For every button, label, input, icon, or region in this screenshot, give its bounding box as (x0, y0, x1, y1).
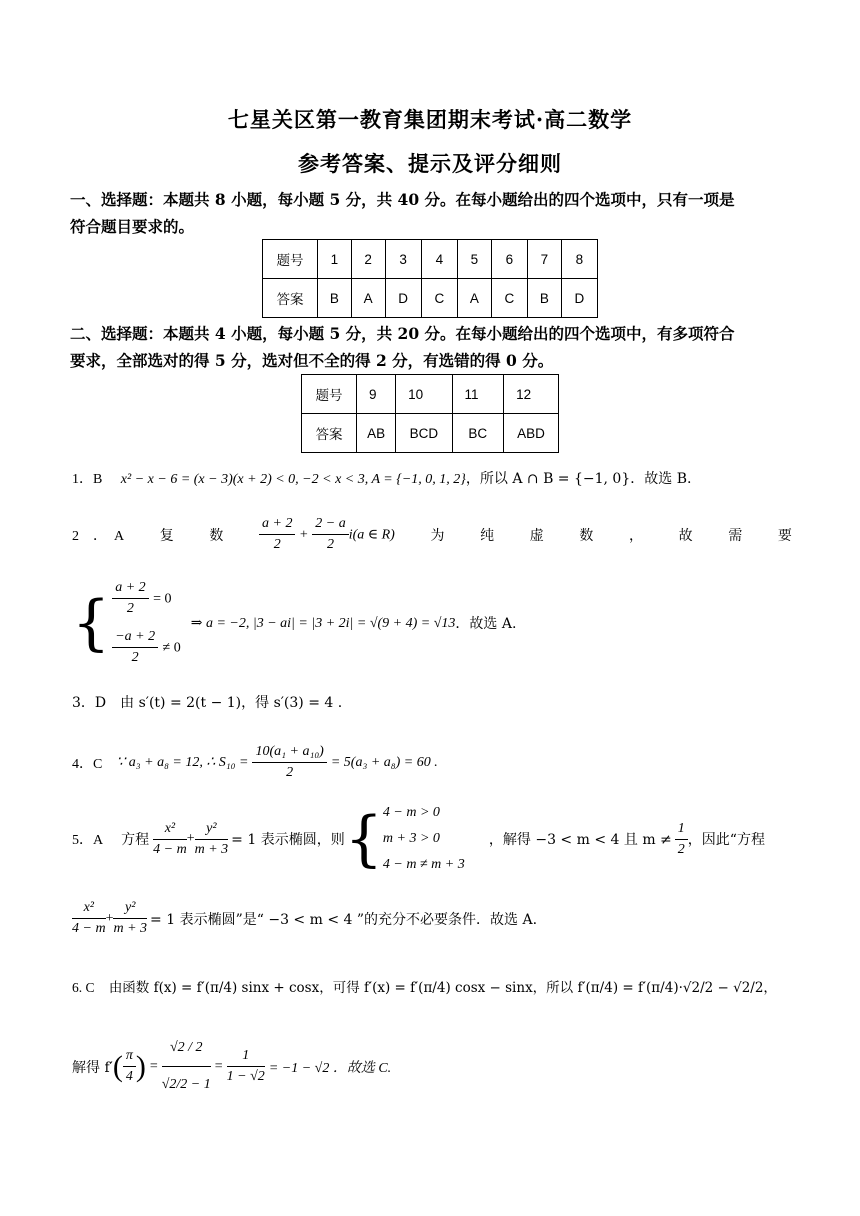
denominator: 4 − m (153, 841, 187, 857)
denominator: √2/2 − 1 (161, 1077, 211, 1092)
table-cell: BC (452, 414, 504, 453)
solution-5: 5．A 方程 $\frac{\text{x²}}{4 - m}$ + $\frac{\text{y²}}{m + 3}$ = 1 表示椭圆，则 { 4 − m > 0 m + 3 > 0 4 − m ≠ m + 3 ，解得 −3 < m < 4 且 m ≠ $\frac{1}{2}$ ，因此“方程 (72, 800, 765, 878)
solution-2-tail: i(a ∈ R) (348, 527, 395, 543)
solution-5-text: = 1 表示椭圆，则 (231, 832, 345, 848)
fraction (195, 819, 229, 860)
solution-1-conclusion: ，所以 A ∩ B = {−1, 0}．故选 B. (465, 471, 692, 487)
solution-1-math: x² − x − 6 = (x − 3)(x + 2) < 0, −2 < x < 3, A = {−1, 0, 1, 2} (120, 472, 466, 487)
table-cell: A (457, 279, 491, 318)
solution-label: 1．B (72, 472, 103, 487)
inequality-line: 4 − m ≠ m + 3 (382, 857, 465, 872)
numerator: x² (72, 898, 106, 919)
denominator: 4 − m (72, 921, 106, 936)
table-cell: ABD (504, 414, 559, 453)
solution-2-word: 数 (579, 527, 594, 544)
denominator: 4 (125, 1069, 133, 1084)
table-cell: 1 (318, 240, 352, 279)
solution-6-text: 解得 f′ (72, 1059, 113, 1076)
solution-2-result: ⇒ a = −2, |3 − ai| = |3 + 2i| = √(9 + 4) = √13 (190, 615, 456, 631)
page-subtitle: 参考答案、提示及评分细则 (298, 151, 562, 176)
numerator: y² (113, 898, 147, 919)
table-cell: 9 (357, 375, 396, 414)
table-cell: 12 (504, 375, 559, 414)
table-cell: 7 (527, 240, 561, 279)
section2-heading (70, 320, 800, 374)
solution-label: 6. C (72, 980, 95, 995)
solution-4-math: ∵ a₃ + a₈ = 12, ∴ S₁₀ = (116, 755, 249, 770)
table-cell: 6 (491, 240, 527, 279)
table-cell: 11 (452, 375, 504, 414)
numerator: 1 (227, 1046, 265, 1067)
solution-5-continued: $\frac{\text{x²}}{4 - m}$ + $\frac{\text{y²}}{m + 3}$ = 1 表示椭圆”是“ −3 < m < 4 ”的充分不必要条件．故选 A. (72, 898, 537, 939)
table-cell: D (385, 279, 421, 318)
table-cell: 2 (351, 240, 385, 279)
inequality-line: 4 − m > 0 (382, 805, 440, 820)
answer-table-1 (262, 239, 598, 318)
table-cell: BCD (396, 414, 452, 453)
solution-4 (72, 742, 438, 783)
solution-2-word: 为 (430, 527, 445, 544)
row-label-question: 题号 (302, 375, 357, 414)
equation-rhs: = 0 (153, 591, 172, 607)
denominator: 2 (273, 537, 281, 552)
equation-system (112, 578, 181, 668)
solution-2-word: 复 (159, 527, 174, 544)
solution-6-result: 解得 f′ ( $\frac{\pi}{4}$ ) = $\frac{√2 / 2}{√2/2 - 1}$ = $\frac{1}{1 - √2}$ = −1 − √2 ．故选 C. (72, 1030, 391, 1103)
fraction (227, 1046, 265, 1087)
numerator: π (123, 1046, 136, 1067)
equation-line (112, 578, 181, 619)
solution-2-word: 要 (777, 527, 792, 544)
table-cell: B (318, 279, 352, 318)
denominator: 2 (126, 601, 134, 616)
table-cell: D (561, 279, 597, 318)
solution-4-result: = 5(a₃ + a₈) = 60 . (330, 754, 438, 770)
solution-2-word: 虚 (529, 527, 544, 544)
inequality-line: m + 3 > 0 (382, 831, 440, 846)
solution-2-word: 数 (209, 527, 224, 544)
solution-5-text: ，因此“方程 (687, 832, 765, 848)
solution-3: 3．D 由 s′(t) = 2(t − 1)，得 s′(3) = 4 . (72, 695, 343, 711)
numerator: −a + 2 (112, 627, 158, 648)
numerator: y² (195, 819, 229, 840)
table-cell: B (527, 279, 561, 318)
solution-2-expression: $\frac{a + 2}{2}$ + $\frac{2 - a}{2}$ i(a ∈ R) (259, 514, 395, 555)
table-row-answers (263, 279, 598, 318)
left-brace: { (72, 588, 111, 658)
denominator: m + 3 (113, 921, 148, 936)
numerator: 1 (675, 819, 688, 840)
numerator: a + 2 (259, 514, 295, 535)
equation-rhs: ≠ 0 (162, 640, 181, 656)
solution-5-conclusion: = 1 表示椭圆”是“ −3 < m < 4 ”的充分不必要条件．故选 A. (150, 911, 538, 928)
solution-label: 5．A (72, 833, 104, 848)
fraction (113, 898, 147, 939)
fraction (675, 819, 688, 860)
numerator: a + 2 (112, 578, 148, 599)
solution-5-text: ，解得 −3 < m < 4 且 m ≠ (488, 832, 672, 848)
fraction (72, 898, 106, 939)
row-label-answer: 答案 (302, 414, 357, 453)
section2-heading-line2: 要求，全部选对的得 5 分，选对但不全的得 2 分，有选错的得 0 分。 (70, 351, 554, 370)
solution-2-system (72, 578, 516, 668)
denominator: m + 3 (194, 841, 229, 857)
fraction (153, 819, 187, 860)
table-cell: AB (357, 414, 396, 453)
table-cell: 8 (561, 240, 597, 279)
solution-label: 4．C (72, 756, 103, 772)
table-cell: 5 (457, 240, 491, 279)
left-brace: { (344, 804, 383, 874)
solution-2-word: 需 (728, 527, 743, 544)
page-title: 七星关区第一教育集团期末考试·高二数学 (227, 107, 633, 132)
table-cell: 4 (421, 240, 457, 279)
denominator: 2 (326, 537, 334, 552)
inequality-system (383, 800, 489, 878)
answer-table-2 (301, 374, 559, 453)
solution-2-word: 故 (678, 527, 693, 544)
table-cell: C (491, 279, 527, 318)
denominator: 2 (286, 765, 294, 780)
row-label-question: 题号 (263, 240, 318, 279)
section2-heading-line1: 二、选择题：本题共 4 小题，每小题 5 分，共 20 分。在每小题给出的四个选项中，有多项符合 (70, 324, 735, 343)
table-cell: 10 (396, 375, 452, 414)
solution-2 (72, 514, 792, 555)
solution-6 (72, 976, 777, 996)
denominator: 1 − √2 (226, 1069, 265, 1084)
table-cell: A (351, 279, 385, 318)
fraction (252, 742, 326, 783)
section1-heading-line1: 一、选择题：本题共 8 小题，每小题 5 分，共 40 分。在每小题给出的四个选项中，只有一项是 (70, 190, 735, 209)
row-label-answer: 答案 (263, 279, 318, 318)
table-cell: C (421, 279, 457, 318)
solution-1 (72, 468, 691, 488)
table-row-answers (302, 414, 559, 453)
numerator: 2 − a (312, 514, 348, 535)
fraction (312, 514, 348, 555)
section1-heading-line2: 符合题目要求的。 (70, 217, 195, 236)
fraction (123, 1046, 136, 1087)
table-row-questions (302, 375, 559, 414)
table-row-questions (263, 240, 598, 279)
solution-6-text: 由函数 f(x) = f′(π/4) sinx + cosx，可得 f′(x) = f′(π/4) cosx − sinx，所以 f′(π/4) = f′(π/4)·√2/2 − √2/2， (108, 980, 777, 996)
solution-2-word: ， (628, 527, 643, 544)
solution-6-conclusion: = −1 − √2 ．故选 C. (268, 1060, 392, 1076)
section1-heading (70, 186, 800, 240)
numerator: x² (153, 819, 187, 840)
denominator: 2 (677, 841, 685, 857)
solution-2-conclusion: ．故选 A. (455, 616, 517, 632)
solution-2-word: 纯 (480, 527, 495, 544)
fraction (162, 1030, 211, 1103)
fraction (259, 514, 295, 555)
numerator: √2 / 2 (162, 1030, 211, 1067)
denominator: 2 (131, 650, 139, 665)
equation-line (112, 627, 181, 668)
table-cell: 3 (385, 240, 421, 279)
solution-label: 2 ． A (72, 528, 125, 544)
numerator: 10(a₁ + a₁₀) (252, 742, 326, 763)
solution-5-text: 方程 (121, 832, 150, 848)
